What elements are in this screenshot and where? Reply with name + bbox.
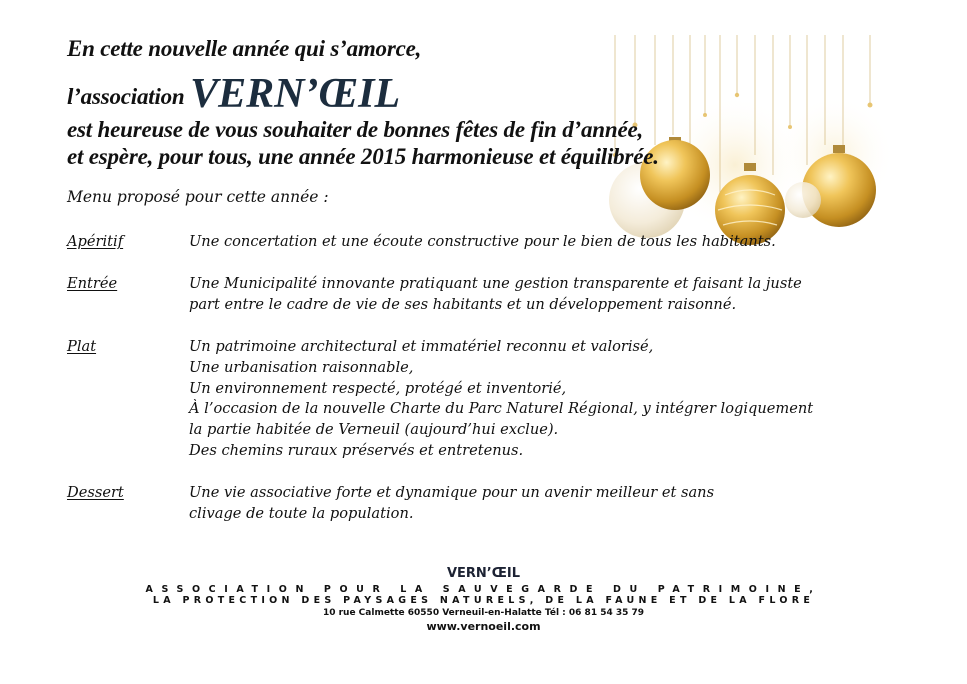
course-name: Apéritif — [67, 233, 124, 250]
course-description — [189, 232, 899, 253]
course-line: Un patrimoine architectural et immatériel reconnu et valorisé, — [189, 338, 654, 355]
footer-association-line-1: ASSOCIATION POUR LA SAUVEGARDE DU PATRIMOINE, — [145, 584, 822, 595]
course-line: Une concertation et une écoute constructive pour le bien de tous les habitants. — [189, 233, 776, 250]
footer-website-link[interactable]: www.vernoeil.com — [426, 620, 541, 633]
course-line: Une Municipalité innovante pratiquant une gestion transparente et faisant la juste — [189, 275, 802, 292]
course-line: Un environnement respecté, protégé et inventorié, — [189, 379, 567, 397]
greeting-line-1: En cette nouvelle année qui s’amorce, — [67, 36, 422, 61]
course-name: Plat — [67, 338, 97, 355]
course-description — [189, 483, 899, 525]
course-line: part entre le cadre de vie de ses habitants et un développement raisonné. — [189, 295, 737, 313]
course-line: la partie habitée de Verneuil (aujourd’hui exclue). — [189, 421, 559, 439]
greeting-line-3: est heureuse de vous souhaiter de bonnes fêtes de fin d’année, — [67, 117, 644, 142]
footer-brand: VERN’ŒIL — [446, 566, 521, 581]
course-line: Des chemins ruraux préservés et entretenus. — [189, 441, 524, 459]
course-line: clivage de toute la population. — [189, 504, 414, 522]
course-line: À l’occasion de la nouvelle Charte du Parc Naturel Régional, y intégrer logiquement — [189, 400, 814, 418]
greeting-prefix: l’association — [67, 84, 185, 109]
greeting-line-4: et espère, pour tous, une année 2015 harmonieuse et équilibrée. — [67, 144, 659, 169]
course-description — [189, 274, 899, 316]
association-brand-name: VERN’ŒIL — [190, 71, 401, 117]
greeting-line-2 — [67, 70, 400, 118]
course-name: Dessert — [67, 484, 124, 501]
course-name: Entrée — [67, 275, 118, 292]
menu-intro: Menu proposé pour cette année : — [67, 188, 329, 206]
course-line: Une urbanisation raisonnable, — [189, 358, 414, 376]
footer-association-line-2: LA PROTECTION DES PAYSAGES NATURELS, DE LA FAUNE ET DE LA FLORE — [152, 595, 815, 606]
course-description — [189, 337, 899, 462]
footer-address: 10 rue Calmette 60550 Verneuil-en-Halatte Tél : 06 81 54 35 79 — [322, 608, 645, 618]
course-line: Une vie associative forte et dynamique pour un avenir meilleur et sans — [189, 484, 715, 501]
